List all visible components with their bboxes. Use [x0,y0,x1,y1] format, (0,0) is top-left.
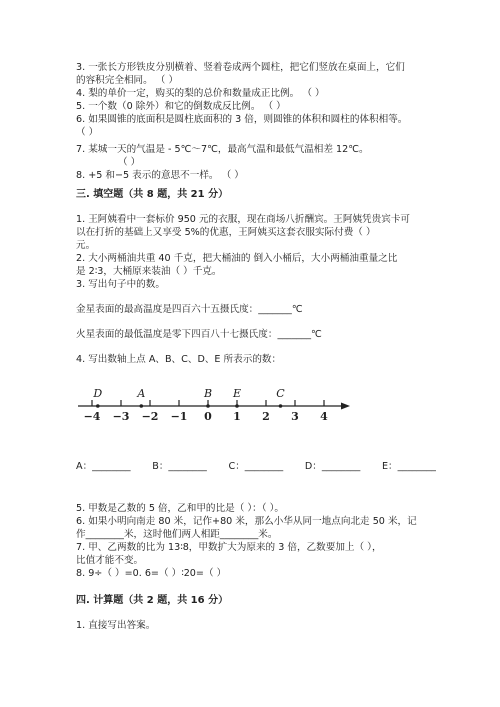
fill-q6-line2: 作________米，这时他们两人相距________米。 [76,529,278,540]
calc-heading: 四. 计算题（共 2 题，共 16 分） [76,595,229,606]
fill-q8: 8. 9÷（ ）=0. 6=（ ）∶20=（ ） [76,568,227,579]
calc-q1: 1. 直接写出答案。 [76,620,156,631]
fill-q3-mars: 火星表面的最低温度是零下四百八十七摄氏度：_______℃ [76,329,322,340]
answer-a: A：________ [76,461,131,472]
judge-q5: 5. 一个数（0 除外）和它的倒数成反比例。 （ ） [76,101,286,112]
fill-q1-line2: 以在打折的基础上又享受 5%的优惠，王阿姨买这套衣服实际付费（ ） [76,227,376,238]
number-line-point [279,404,283,408]
judge-q8: 8. +5 和−5 表示的意思不一样。 （ ） [76,170,244,181]
fill-q3: 3. 写出句子中的数。 [76,279,165,290]
number-line [70,378,360,428]
number-line-tick-label: −2 [141,410,159,423]
fill-section [76,188,436,366]
number-line-arrow-icon [341,403,350,410]
fill-q3-venus: 金星表面的最高温度是四百六十五摄氏度：_______℃ [76,304,303,315]
number-line-point-label: B [203,387,213,400]
number-line-tick-label: −1 [170,410,188,423]
judge-q6-line2: （ ） [76,127,99,138]
judge-q4: 4. 梨的单价一定，购买的梨的总价和数量成正比例。 （ ） [76,88,325,99]
fill-q7-line1: 7. 甲、乙两数的比为 13∶8，甲数扩大为原来的 3 倍，乙数要加上（ ）， [76,542,382,553]
number-line-point-label: A [137,387,146,400]
answer-d: D：________ [304,461,361,472]
number-line-answers [76,458,436,472]
number-line-point-label: D [93,387,103,400]
number-line-tick-label: 1 [233,410,241,423]
number-line-tick-label: −3 [112,410,130,423]
number-line-point [140,404,144,408]
number-line-point [235,404,239,408]
fill-q6-line1: 6. 如果小明向南走 80 米，记作+80 米，那么小华从同一地点向北走 50 米，记 [76,516,417,527]
judge-q7-line1: 7. 某城一天的气温是 - 5℃～7℃，最高气温和最低气温相差 12℃。 [76,144,369,155]
answer-e: E：________ [381,461,436,472]
fill-q2-line2: 是 2∶3，大桶原来装油（ ）千克。 [76,266,222,277]
fill-q5: 5. 甲数是乙数的 5 倍，乙和甲的比是（ ）：（ ）。 [76,503,284,514]
judge-q7-line2: （ ） [118,157,141,168]
fill-q2-line1: 2. 大小两桶油共重 40 千克，把大桶油的 倒入小桶后，大小两桶油重量之比 [76,253,398,264]
answer-c: C：________ [228,461,284,472]
number-line-point-label: C [276,387,285,400]
number-line-point [206,404,210,408]
judge-q3-line1: 3. 一张长方形铁皮分别横着、竖着卷成两个圆柱，把它们竖放在桌面上，它们 [76,62,405,73]
number-line-tick-label: −4 [83,410,101,423]
calc-section [76,594,436,632]
judge-q6-line1: 6. 如果圆锥的底面积是圆柱底面积的 3 倍，则圆锥的体积和圆柱的体积相等。 [76,114,408,125]
fill-q1-line1: 1. 王阿姨看中一套标价 950 元的衣服，现在商场八折酬宾。王阿姨凭贵宾卡可 [76,214,411,225]
fill-q1-line3: 元。 [76,240,96,251]
number-line-point-label: E [232,387,242,400]
number-line-tick-label: 2 [262,410,270,423]
number-line-tick-label: 0 [204,410,212,423]
fill-section-2 [76,502,436,580]
fill-heading: 三. 填空题（共 8 题，共 21 分） [76,189,229,200]
number-line-point [96,404,100,408]
answer-b: B：________ [152,461,207,472]
fill-q4: 4. 写出数轴上点 A、B、C、D、E 所表示的数： [76,354,282,365]
judge-q3-line2: 的容积完全相同。 （ ） [76,75,179,86]
fill-q7-line2: 比值才能不变。 [76,555,144,566]
judge-section [76,61,436,182]
number-line-tick-label: 4 [320,410,328,423]
number-line-tick-label: 3 [291,410,299,423]
